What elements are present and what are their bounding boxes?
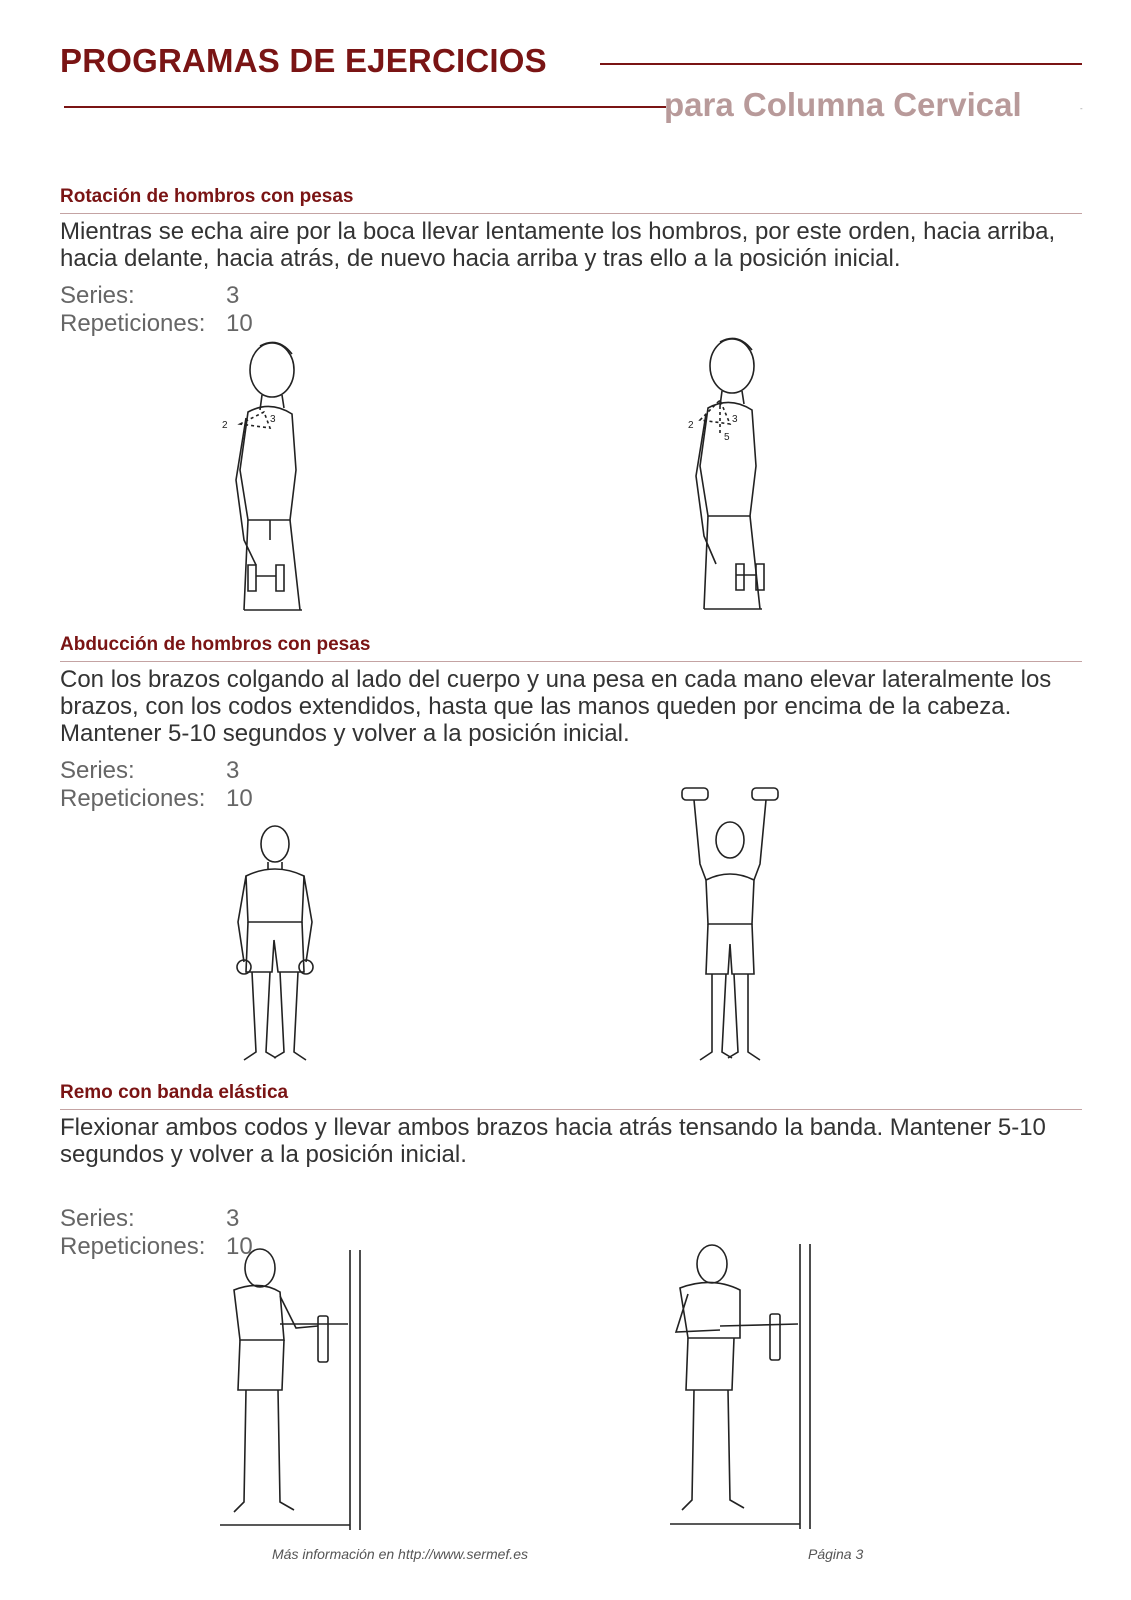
exercise-3-figure-right bbox=[650, 1234, 840, 1534]
series-label: Series: bbox=[60, 756, 135, 784]
footer-info: Más información en http://www.sermef.es bbox=[272, 1546, 528, 1562]
exercise-stats bbox=[60, 757, 1082, 813]
series-value: 3 bbox=[226, 756, 240, 784]
exercise-title: Abducción de hombros con pesas bbox=[60, 634, 1082, 662]
exercise-section-3 bbox=[60, 1082, 1082, 1261]
series-value: 3 bbox=[226, 1204, 240, 1232]
exercise-title: Rotación de hombros con pesas bbox=[60, 186, 1082, 214]
diagram-number-5: 5 bbox=[724, 432, 730, 443]
page-subtitle: para Columna Cervical bbox=[664, 86, 1022, 123]
exercise-2-figure-left bbox=[210, 822, 340, 1067]
footer-page-number: Página 3 bbox=[808, 1546, 864, 1562]
reps-value: 10 bbox=[226, 784, 253, 812]
series-label: Series: bbox=[60, 281, 135, 309]
diagram-number-3: 3 bbox=[270, 414, 276, 425]
exercise-section-1 bbox=[60, 186, 1082, 338]
diagram-number-2: 2 bbox=[688, 420, 694, 431]
series-label: Series: bbox=[60, 1204, 135, 1232]
exercise-1-figure-left bbox=[200, 340, 350, 625]
reps-label: Repeticiones: bbox=[60, 1232, 206, 1260]
diagram-number-3: 3 bbox=[732, 414, 738, 425]
reps-label: Repeticiones: bbox=[60, 784, 206, 812]
exercise-stats bbox=[60, 282, 1082, 338]
header-rule-bottom bbox=[64, 106, 666, 108]
exercise-description: Con los brazos colgando al lado del cuerpo y una pesa en cada mano elevar lateralmente los brazos, con los codos extendidos, hasta que las manos queden por encima de la cabeza. Mantener 5-10 segundos y volver a la posición inicial. bbox=[60, 665, 1052, 747]
header-rule-top bbox=[600, 63, 1082, 65]
page-title: PROGRAMAS DE EJERCICIOS bbox=[60, 42, 547, 79]
exercise-1-figure-right bbox=[660, 334, 810, 624]
exercise-description: Flexionar ambos codos y llevar ambos brazos hacia atrás tensando la banda. Mantener 5-10 segundos y volver a la posición inicial. bbox=[60, 1113, 1046, 1168]
exercise-2-figure-right bbox=[660, 784, 800, 1069]
exercise-description: Mientras se echa aire por la boca llevar lentamente los hombros, por este orden, hacia arriba, hacia delante, hacia atrás, de nuevo hacia arriba y tras ello a la posición inicial. bbox=[60, 217, 1056, 272]
exercise-title: Remo con banda elástica bbox=[60, 1082, 1082, 1110]
reps-value: 10 bbox=[226, 309, 253, 337]
header-tick: - bbox=[1080, 104, 1083, 113]
exercise-3-figure-left bbox=[200, 1240, 380, 1535]
reps-label: Repeticiones: bbox=[60, 309, 206, 337]
reps-value: 10 bbox=[226, 1232, 253, 1260]
exercise-section-2 bbox=[60, 634, 1082, 813]
diagram-number-2: 2 bbox=[222, 420, 228, 431]
series-value: 3 bbox=[226, 281, 240, 309]
